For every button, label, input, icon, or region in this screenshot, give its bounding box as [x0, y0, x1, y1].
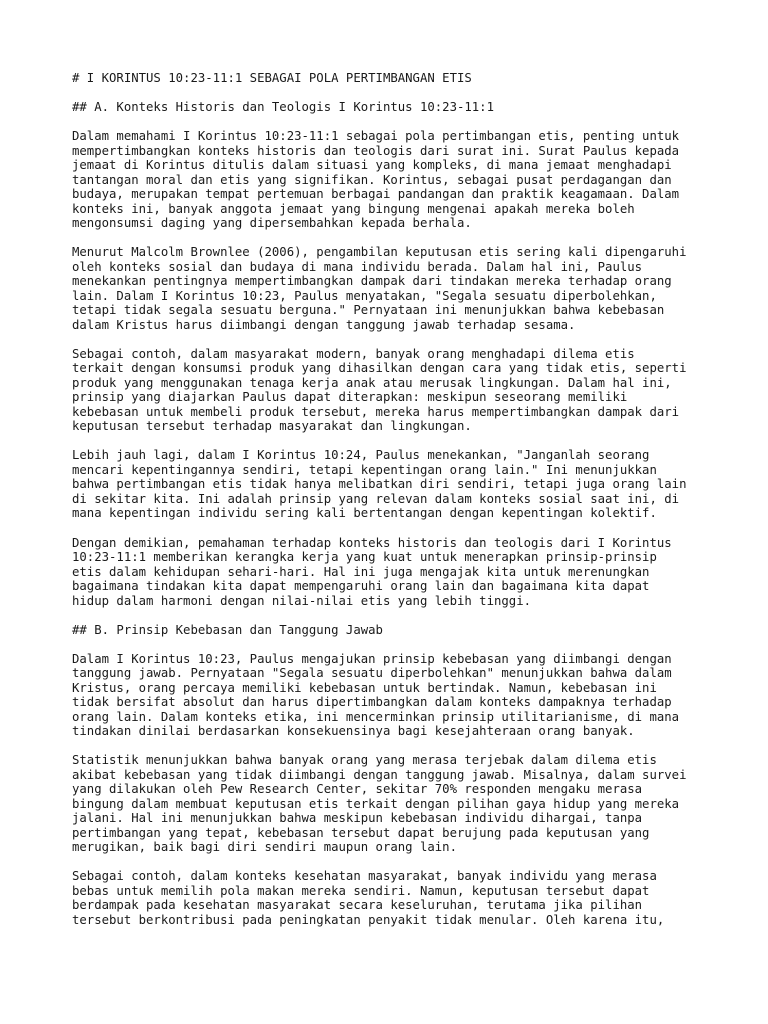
- paragraph: [72, 652, 712, 739]
- text-line: pertimbangan yang tepat, kebebasan tersebut dapat berujung pada keputusan yang: [72, 825, 650, 840]
- text-line: produk yang menggunakan tenaga kerja anak atau merusak lingkungan. Dalam hal ini,: [72, 375, 672, 390]
- text-line: orang lain. Dalam konteks etika, ini mencerminkan prinsip utilitarianisme, di mana: [72, 709, 680, 724]
- text-line: lain. Dalam I Korintus 10:23, Paulus menyatakan, "Segala sesuatu diperbolehkan,: [72, 288, 657, 303]
- section-a-body: [72, 129, 712, 608]
- text-line: Sebagai contoh, dalam konteks kesehatan masyarakat, banyak individu yang merasa: [72, 869, 657, 884]
- text-line: keputusan tersebut terhadap masyarakat dan lingkungan.: [72, 419, 472, 434]
- text-line: tersebut berkontribusi pada peningkatan penyakit tidak menular. Oleh karena itu,: [72, 912, 665, 927]
- text-line: menekankan pentingnya mempertimbangkan dampak dari tindakan mereka terhadap orang: [72, 274, 672, 289]
- text-line: oleh konteks sosial dan budaya di mana individu berada. Dalam hal ini, Paulus: [72, 259, 643, 274]
- section-b-body: [72, 652, 712, 928]
- text-line: akibat kebebasan yang tidak diimbangi dengan tanggung jawab. Misalnya, dalam survei: [72, 767, 687, 782]
- text-line: bebas untuk memilih pola makan mereka sendiri. Namun, keputusan tersebut dapat: [72, 883, 650, 898]
- text-line: mencari kepentingannya sendiri, tetapi kepentingan orang lain." Ini menunjukkan: [72, 462, 657, 477]
- paragraph: [72, 536, 712, 609]
- text-line: Lebih jauh lagi, dalam I Korintus 10:24, Paulus menekankan, "Janganlah seorang: [72, 448, 650, 463]
- text-line: jalani. Hal ini menunjukkan bahwa meskipun kebebasan individu dihargai, tanpa: [72, 811, 643, 826]
- text-line: Dengan demikian, pemahaman terhadap konteks historis dan teologis dari I Korintus: [72, 535, 672, 550]
- text-line: bahwa pertimbangan etis tidak hanya melibatkan diri sendiri, tetapi juga orang lain: [72, 477, 687, 492]
- text-line: terkait dengan konsumsi produk yang dihasilkan dengan cara yang tidak etis, seperti: [72, 361, 687, 376]
- text-line: dalam Kristus harus diimbangi dengan tanggung jawab terhadap sesama.: [72, 317, 576, 332]
- text-line: mempertimbangkan konteks historis dan teologis dari surat ini. Surat Paulus kepada: [72, 143, 680, 158]
- text-line: Dalam I Korintus 10:23, Paulus mengajukan prinsip kebebasan yang diimbangi dengan: [72, 651, 672, 666]
- text-line: tidak bersifat absolut dan harus dipertimbangkan dalam konteks dampaknya terhadap: [72, 695, 672, 710]
- text-line: bingung dalam membuat keputusan etis terkait dengan pilihan gaya hidup yang mereka: [72, 796, 680, 811]
- text-line: prinsip yang diajarkan Paulus dapat diterapkan: meskipun seseorang memiliki: [72, 390, 628, 405]
- text-line: tantangan moral dan etis yang signifikan. Korintus, sebagai pusat perdagangan dan: [72, 172, 672, 187]
- text-line: Statistik menunjukkan bahwa banyak orang yang merasa terjebak dalam dilema etis: [72, 753, 657, 768]
- text-line: 10:23-11:1 memberikan kerangka kerja yang kuat untuk menerapkan prinsip-prinsip: [72, 550, 657, 565]
- document-page: [72, 71, 712, 942]
- text-line: Dalam memahami I Korintus 10:23-11:1 sebagai pola pertimbangan etis, penting untuk: [72, 129, 680, 144]
- text-line: tanggung jawab. Pernyataan "Segala sesuatu diperbolehkan" menunjukkan bahwa dalam: [72, 666, 672, 681]
- text-line: mengonsumsi daging yang dipersembahkan kepada berhala.: [72, 216, 472, 231]
- text-line: kebebasan untuk membeli produk tersebut, mereka harus mempertimbangkan dampak dari: [72, 404, 680, 419]
- text-line: merugikan, baik bagi diri sendiri maupun orang lain.: [72, 840, 457, 855]
- text-line: Sebagai contoh, dalam masyarakat modern, banyak orang menghadapi dilema etis: [72, 346, 635, 361]
- text-line: konteks ini, banyak anggota jemaat yang bingung mengenai apakah mereka boleh: [72, 201, 635, 216]
- text-line: di sekitar kita. Ini adalah prinsip yang relevan dalam konteks sosial saat ini, di: [72, 491, 680, 506]
- text-line: tetapi tidak segala sesuatu berguna." Pernyataan ini menunjukkan bahwa kebebasan: [72, 303, 665, 318]
- paragraph: [72, 869, 712, 927]
- text-line: mana kepentingan individu sering kali bertentangan dengan kepentingan kolektif.: [72, 506, 657, 521]
- text-line: berdampak pada kesehatan masyarakat secara keseluruhan, terutama jika pilihan: [72, 898, 643, 913]
- paragraph: [72, 448, 712, 521]
- document-title: # I KORINTUS 10:23-11:1 SEBAGAI POLA PERTIMBANGAN ETIS: [72, 71, 472, 85]
- text-line: jemaat di Korintus ditulis dalam situasi yang kompleks, di mana jemaat menghadapi: [72, 158, 672, 173]
- text-line: yang dilakukan oleh Pew Research Center, sekitar 70% responden mengaku merasa: [72, 782, 643, 797]
- paragraph: [72, 245, 712, 332]
- text-line: etis dalam kehidupan sehari-hari. Hal ini juga mengajak kita untuk merenungkan: [72, 564, 650, 579]
- text-line: Menurut Malcolm Brownlee (2006), pengambilan keputusan etis sering kali dipengaruhi: [72, 245, 687, 260]
- section-b-heading: ## B. Prinsip Kebebasan dan Tanggung Jawab: [72, 622, 383, 637]
- text-line: hidup dalam harmoni dengan nilai-nilai etis yang lebih tinggi.: [72, 593, 532, 608]
- paragraph: [72, 129, 712, 231]
- section-a-heading: ## A. Konteks Historis dan Teologis I Korintus 10:23-11:1: [72, 100, 494, 115]
- text-line: budaya, merupakan tempat pertemuan berbagai pandangan dan praktik keagamaan. Dalam: [72, 187, 680, 202]
- paragraph: [72, 753, 712, 855]
- text-line: tindakan dinilai berdasarkan konsekuensinya bagi kesejahteraan orang banyak.: [72, 724, 635, 739]
- text-line: Kristus, orang percaya memiliki kebebasan untuk bertindak. Namun, kebebasan ini: [72, 680, 657, 695]
- paragraph: [72, 347, 712, 434]
- text-line: bagaimana tindakan kita dapat mempengaruhi orang lain dan bagaimana kita dapat: [72, 579, 650, 594]
